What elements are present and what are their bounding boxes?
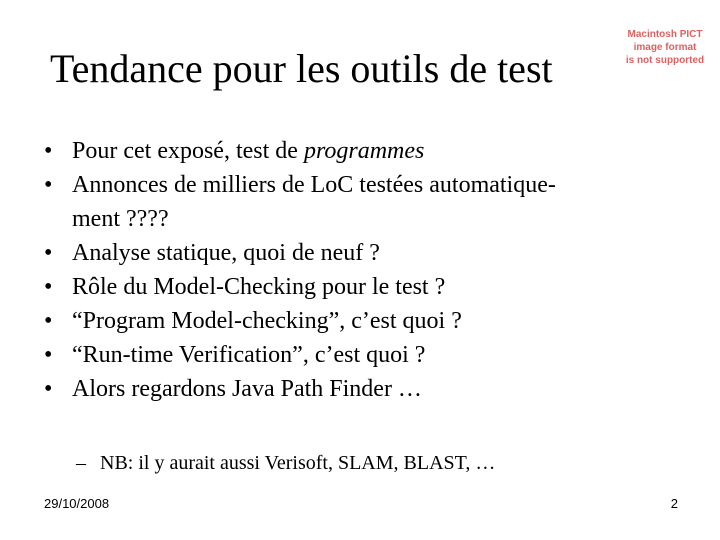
- bullet-icon: •: [44, 342, 53, 368]
- pict-line: Macintosh PICT: [627, 29, 703, 40]
- bullet-text-emphasis: programmes: [303, 138, 425, 164]
- bullet-item: [0, 270, 632, 304]
- bullet-list: [0, 134, 632, 406]
- bullet-text-part: Analyse statique, quoi de neuf ?: [72, 240, 380, 266]
- pict-placeholder-image: [619, 28, 711, 67]
- bullet-icon: •: [44, 376, 53, 402]
- bullet-item: [0, 134, 632, 168]
- bullet-text: [72, 236, 632, 270]
- bullet-item: [0, 236, 632, 270]
- bullet-text: [72, 338, 632, 372]
- bullet-item: [0, 304, 632, 338]
- bullet-icon: •: [44, 138, 53, 164]
- footer-date: 29/10/2008: [44, 496, 110, 511]
- page-number: 2: [670, 496, 678, 511]
- bullet-text: [72, 372, 632, 406]
- bullet-icon: •: [44, 274, 53, 300]
- bullet-item: [0, 338, 632, 372]
- bullet-icon: •: [44, 308, 53, 334]
- bullet-text-part: Annonces de milliers de Lo: [72, 172, 338, 198]
- slide-title: Tendance pour les outils de test: [50, 46, 553, 91]
- bullet-text-part: Pour cet exposé, test de: [72, 138, 304, 164]
- bullet-text-part: “Run-time Verification”, c’est quoi ?: [72, 342, 426, 368]
- bullet-item: [0, 168, 632, 236]
- bullet-item: [0, 372, 632, 406]
- sub-bullet-text: NB: il y aurait aussi Verisoft, SLAM, BLAST, …: [100, 452, 496, 474]
- bullet-text-part: C testées automatique-: [337, 172, 556, 198]
- pict-line: image format: [633, 42, 697, 53]
- bullet-text: [72, 168, 632, 236]
- bullet-icon: •: [44, 172, 53, 198]
- bullet-text-continuation: ment ????: [72, 206, 169, 232]
- bullet-icon: •: [44, 240, 53, 266]
- bullet-text: [72, 134, 632, 168]
- dash-icon: –: [76, 452, 86, 474]
- bullet-text: [72, 270, 632, 304]
- bullet-text-part: Rôle du Model-Checking pour le test ?: [72, 274, 446, 300]
- pict-line: is not supported: [625, 55, 705, 66]
- bullet-text-part: “Program Model-checking”, c’est quoi ?: [72, 308, 462, 334]
- sub-bullet: [76, 448, 495, 478]
- bullet-text: [72, 304, 632, 338]
- bullet-text-part: Alors regardons Java Path Finder …: [72, 376, 422, 402]
